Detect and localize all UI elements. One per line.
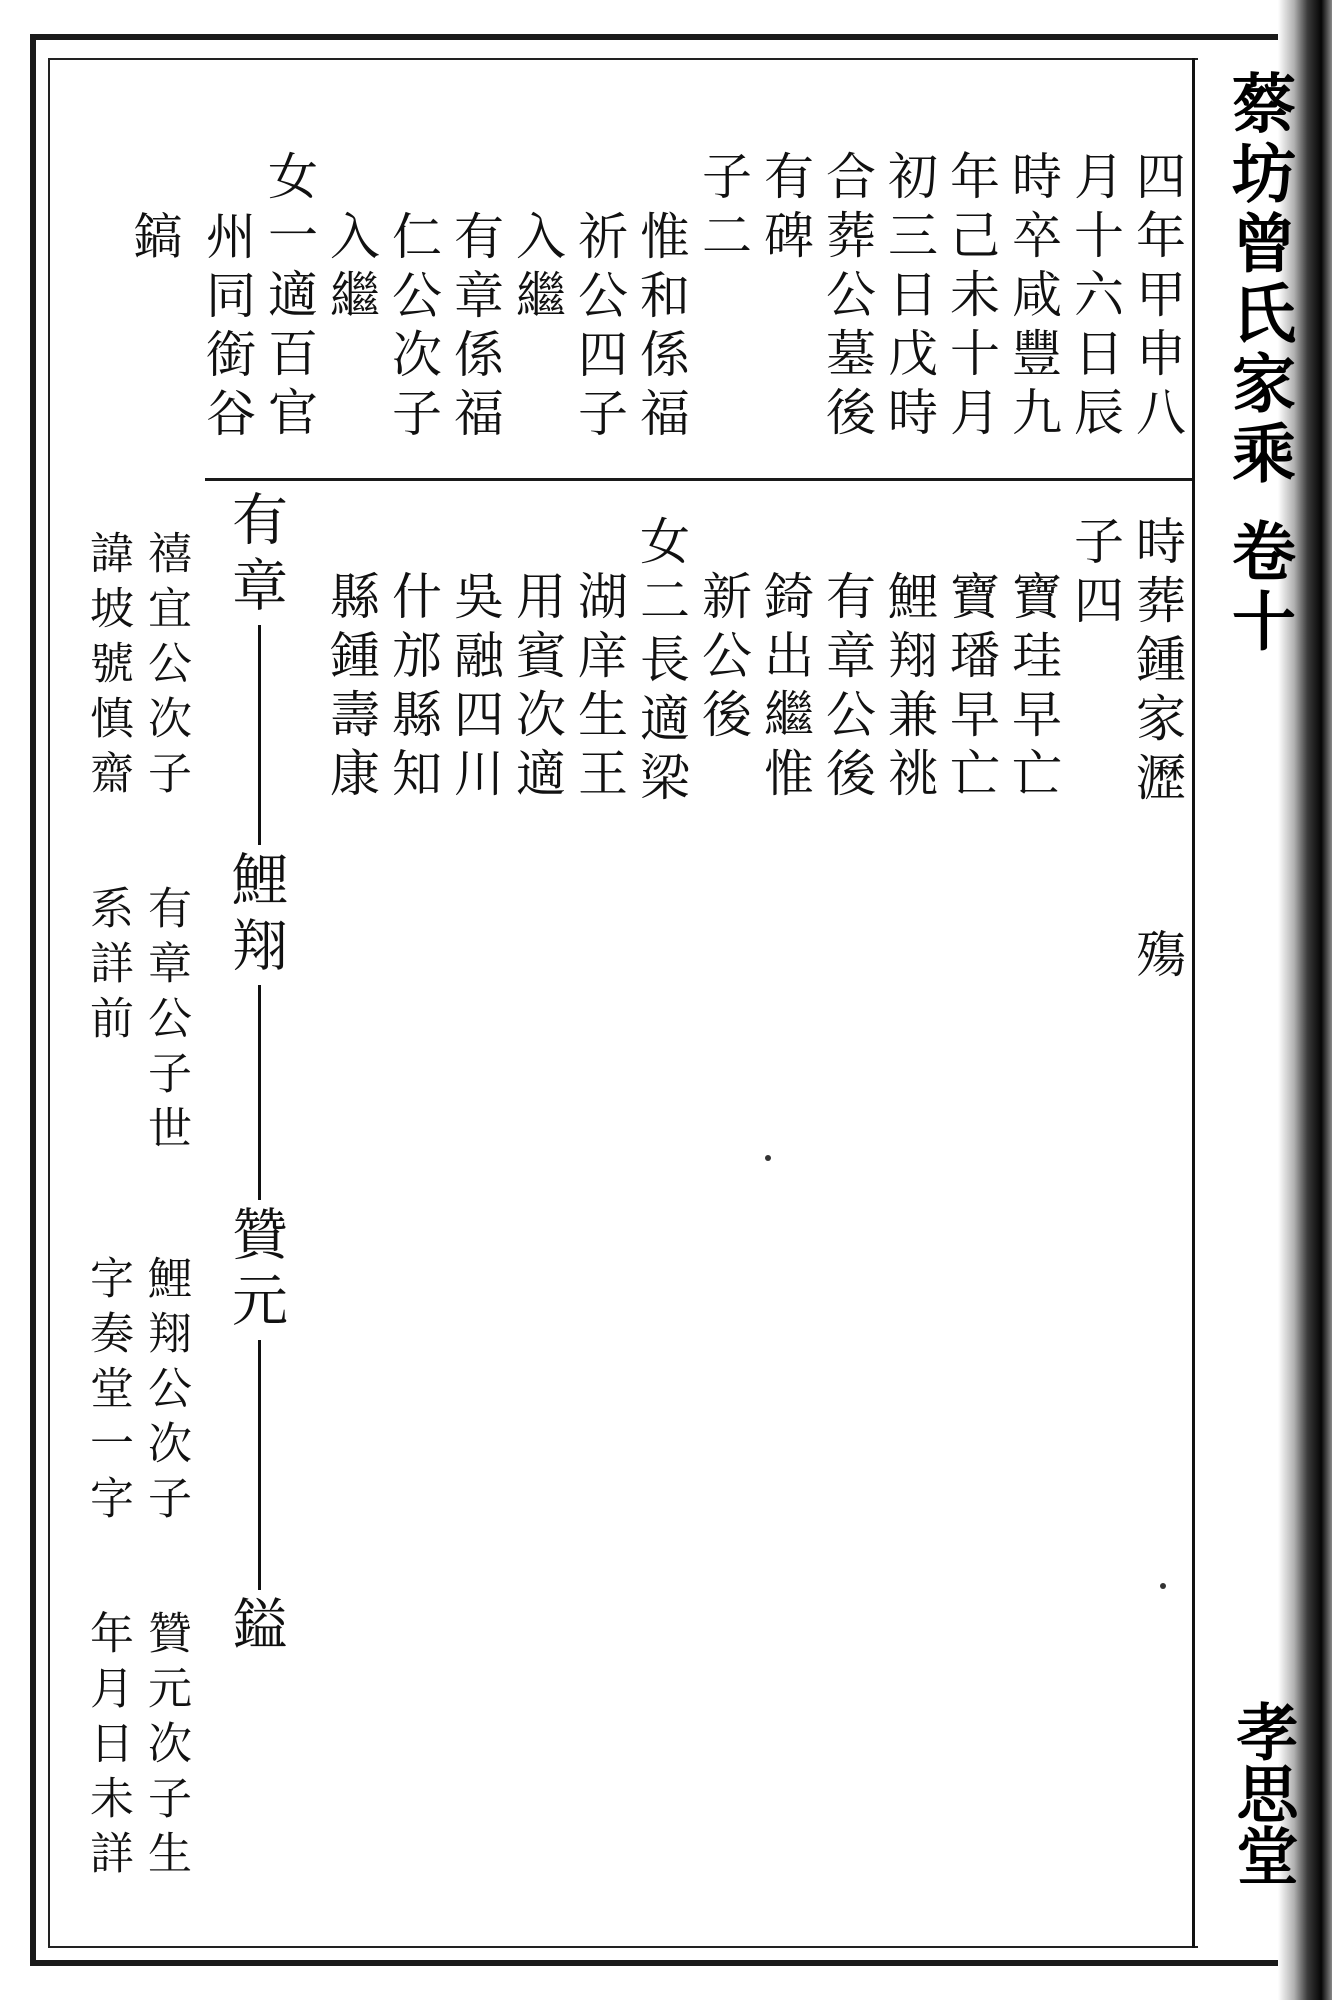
- upper-column: 鎬: [125, 210, 183, 269]
- upper-column: 有章係福: [446, 210, 504, 446]
- note-column: 有章公子世: [140, 885, 191, 1160]
- lineage-node: 有章: [223, 490, 288, 622]
- note-column: 贊元次子生: [140, 1610, 191, 1885]
- inner-left-rule: [48, 58, 50, 1948]
- volume-label: 卷十: [1221, 518, 1296, 659]
- frame-left-border: [30, 34, 36, 1966]
- book-title: 蔡坊曾氏家乘: [1221, 70, 1296, 490]
- lower-column: 女二長適梁: [632, 515, 690, 810]
- note-column: 禧宜公次子: [140, 530, 191, 805]
- lower-column: 寶珪早亡: [1004, 570, 1062, 806]
- ink-speck: [765, 1155, 771, 1161]
- upper-column: 合葬公墓後: [818, 150, 876, 445]
- lower-column: 什邡縣知: [384, 570, 442, 806]
- upper-column: 月十六日辰: [1066, 150, 1124, 445]
- lower-column: 用賓次適: [508, 570, 566, 806]
- note-column: 鯉翔公次子: [140, 1255, 191, 1530]
- frame-top-border: [30, 34, 1292, 40]
- upper-column: 仁公次子: [384, 210, 442, 446]
- frame-bottom-border: [30, 1960, 1292, 1966]
- upper-column: 祈公四子: [570, 210, 628, 446]
- lineage-node: 鎰: [223, 1595, 288, 1661]
- hall-name: 孝思堂: [1226, 1700, 1299, 1886]
- upper-column: 入繼: [508, 210, 566, 328]
- lineage-connector: [258, 625, 261, 845]
- upper-column: 年己未十月: [942, 150, 1000, 445]
- lineage-node: 鯉翔: [223, 850, 288, 982]
- upper-column: 初三日戊時: [880, 150, 938, 445]
- lower-column: 縣鍾壽康: [322, 570, 380, 806]
- lineage-connector: [258, 1340, 261, 1590]
- note-column: 系詳前: [82, 885, 133, 1050]
- inner-top-rule: [48, 58, 1198, 60]
- lower-column: 錡出繼惟: [756, 570, 814, 806]
- upper-column: 入繼: [322, 210, 380, 328]
- upper-column: 州同銜谷: [198, 210, 256, 446]
- note-column: 字奏堂一字: [82, 1255, 133, 1530]
- ink-speck: [1160, 1583, 1166, 1589]
- lower-column: 鯉翔兼祧: [880, 570, 938, 806]
- upper-column: 惟和係福: [632, 210, 690, 446]
- center-fold-line: [1192, 58, 1195, 1948]
- lower-column: 湖庠生王: [570, 570, 628, 806]
- lower-column: 時葬鍾家瀝 殤: [1128, 515, 1186, 987]
- register-divider: [205, 478, 1192, 481]
- lower-column: 吳融四川: [446, 570, 504, 806]
- lower-column: 新公後: [694, 570, 752, 747]
- upper-column: 子二: [694, 150, 752, 268]
- lineage-connector: [258, 985, 261, 1200]
- note-column: 諱坡號慎齋: [82, 530, 133, 805]
- inner-bottom-rule: [48, 1946, 1198, 1948]
- lower-column: 寶璠早亡: [942, 570, 1000, 806]
- upper-column: 女一適百官: [260, 150, 318, 445]
- lineage-node: 贊元: [223, 1205, 288, 1337]
- spine-title: [1212, 70, 1304, 658]
- lower-column: 子四: [1066, 515, 1124, 633]
- lower-column: 有章公後: [818, 570, 876, 806]
- note-column: 年月日未詳: [82, 1610, 133, 1885]
- upper-column: 四年甲申八: [1128, 150, 1186, 445]
- upper-column: 時卒咸豐九: [1004, 150, 1062, 445]
- upper-column: 有碑: [756, 150, 814, 268]
